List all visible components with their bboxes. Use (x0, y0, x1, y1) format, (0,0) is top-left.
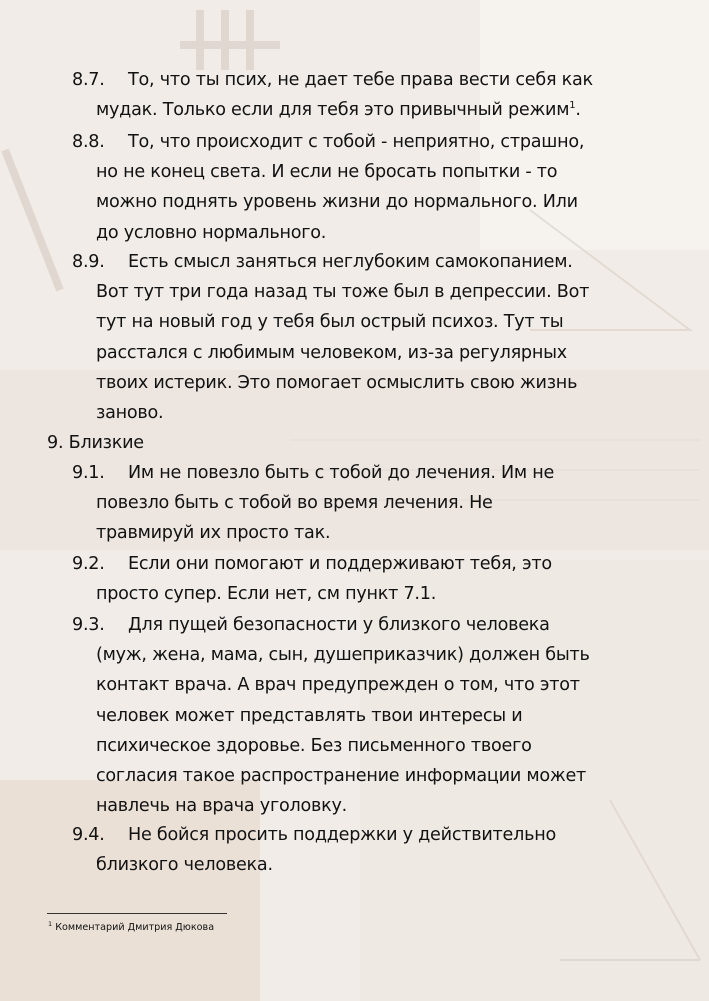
item-line: Есть смысл заняться неглубоким самокопанием. (128, 252, 573, 272)
list-item (72, 610, 590, 821)
footnote-text: Комментарий Дмитрия Дюкова (55, 922, 215, 933)
item-number: 8.9. (72, 252, 105, 272)
item-line: Им не повезло быть с тобой до лечения. Им не (128, 463, 555, 483)
item-line: контакт врача. А врач предупрежден о том, что этот (96, 675, 580, 696)
item-line: до условно нормального. (96, 222, 327, 243)
item-line: расстался с любимым человеком, из-за регулярных (96, 342, 567, 363)
item-number: 8.7. (72, 70, 105, 90)
item-number: 9.4. (72, 825, 105, 845)
list-item (72, 65, 593, 125)
item-line: Для пущей безопасности у близкого человека (128, 615, 550, 635)
item-line: человек может представлять твои интересы и (96, 705, 523, 726)
item-line: Если они помогают и поддерживают тебя, это (128, 554, 552, 574)
item-number: 9.1. (72, 463, 105, 483)
list-item (72, 458, 554, 549)
item-line: повезло быть с тобой во время лечения. Не (96, 493, 493, 514)
footnote-mark: 1 (569, 100, 576, 112)
item-line: но не конец света. И если не бросать попытки - то (96, 162, 558, 183)
item-line: согласия такое распространение информации может (96, 766, 587, 787)
footnote-mark: 1 (48, 920, 53, 928)
item-line: травмируй их просто так. (96, 523, 331, 544)
item-line: мудак. Только если для тебя это привычный режим$^1$. (96, 100, 581, 121)
list-item (72, 247, 589, 428)
item-number: 9.3. (72, 615, 105, 635)
section-number: 9. (47, 433, 64, 453)
item-line: Не бойся просить поддержки у действительно (128, 825, 556, 845)
item-line: близкого человека. (96, 855, 273, 876)
item-line: можно поднять уровень жизни до нормального. Или (96, 192, 578, 213)
footnote (48, 922, 214, 933)
item-line: тут на новый год у тебя был острый психоз. Тут ты (96, 312, 564, 333)
item-line: То, что ты псих, не дает тебе права вести себя как (128, 70, 593, 90)
item-line: навлечь на врача уголовку. (96, 796, 347, 817)
item-number: 9.2. (72, 554, 105, 574)
item-line: Вот тут три года назад ты тоже был в депрессии. Вот (96, 282, 590, 303)
list-item (72, 127, 584, 248)
item-line: просто супер. Если нет, см пункт 7.1. (96, 584, 437, 605)
list-item (72, 549, 552, 609)
item-number: 8.8. (72, 132, 105, 152)
item-line: То, что происходит с тобой - неприятно, страшно, (128, 132, 585, 152)
item-line: твоих истерик. Это помогает осмыслить свою жизнь (96, 372, 578, 393)
section-heading (47, 428, 144, 458)
section-title: Близкие (68, 433, 144, 453)
item-line: психическое здоровье. Без письменного твоего (96, 735, 532, 756)
list-item (72, 820, 556, 880)
item-line: заново. (96, 403, 164, 424)
item-line: (муж, жена, мама, сын, душеприказчик) должен быть (96, 645, 590, 666)
footnote-divider (47, 913, 227, 914)
